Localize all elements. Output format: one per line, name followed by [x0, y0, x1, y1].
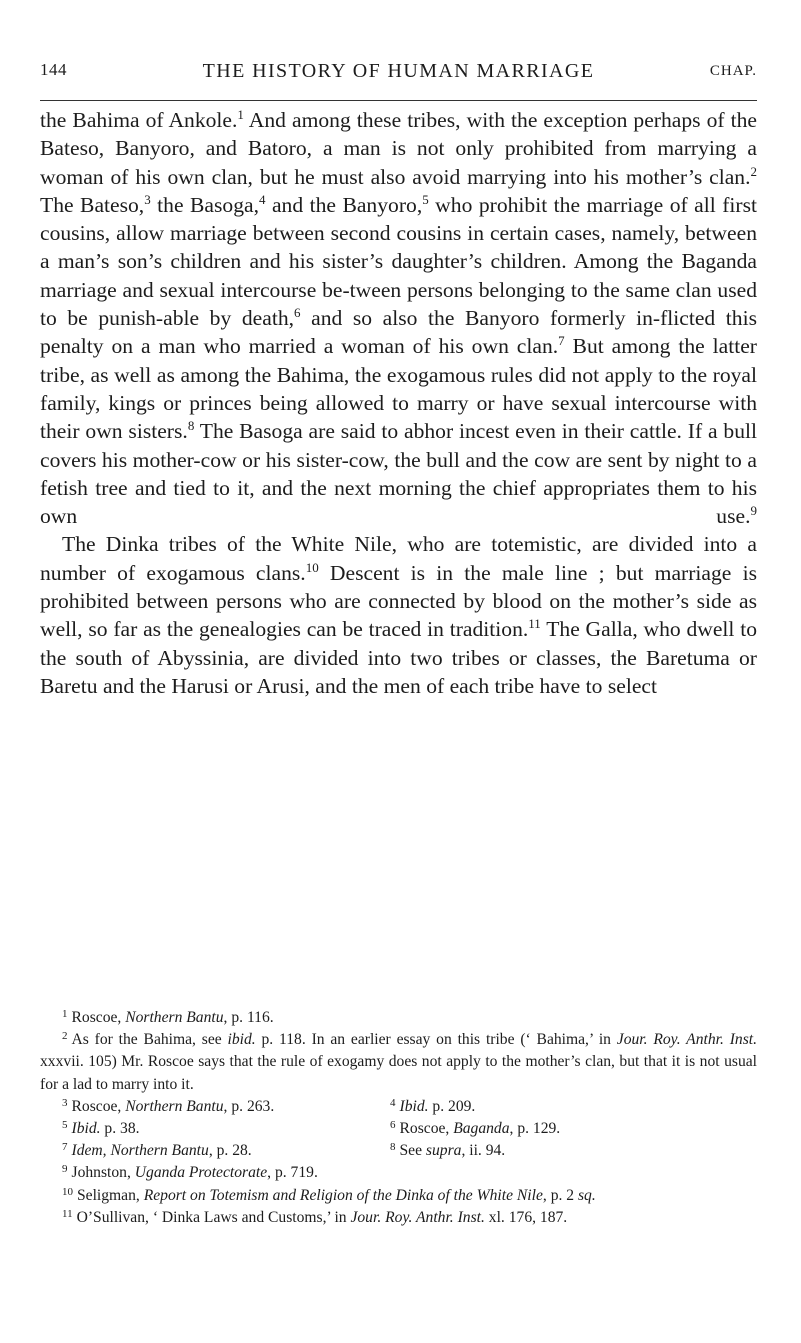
- footnote-number: 4: [390, 1096, 396, 1109]
- footnote-row: [40, 1140, 757, 1162]
- italic-text: supra: [425, 1142, 462, 1160]
- footnote-ref: 1: [237, 107, 244, 122]
- footnote-1: $^1$ Roscoe, Northern Bantu, p. 116.: [62, 1008, 274, 1026]
- italic-text: Jour. Roy. Anthr. Inst.: [350, 1208, 485, 1226]
- running-title: THE HISTORY OF HUMAN MARRIAGE: [202, 60, 595, 82]
- footnote-ref: 4: [259, 191, 266, 207]
- footnote-8: $^8$ See supra, ii. 94.: [390, 1141, 506, 1160]
- footnote-number: 9: [62, 1163, 68, 1176]
- header-rule: [40, 100, 757, 101]
- italic-text: Ibid.: [399, 1097, 429, 1115]
- main-text: [40, 106, 757, 700]
- italic-text: Report on Totemism and Religion of the Dinka of the White Nile: [143, 1186, 543, 1204]
- italic-text: Ibid.: [71, 1120, 101, 1138]
- footnote-number: 10: [62, 1185, 73, 1198]
- footnote-5: $^5$ Ibid. p. 38.: [62, 1119, 140, 1138]
- footnote-2: $^2$ As for the Bahima, see ibid. p. 118. In an earlier essay on this tribe (‘ Bahima,’ in Jour. Roy. Anthr. Inst. xxxvii. 105) Mr. Roscoe says that the rule of exogamy does not apply to the mother’s clan, but that it is not usual for a lad to marry into it.: [40, 1030, 757, 1093]
- footnote-9: $^9$ Johnston, Uganda Protectorate, p. 719.: [62, 1163, 318, 1182]
- italic-text: Northern Bantu: [125, 1009, 224, 1026]
- footnote-ref: 8: [187, 418, 195, 434]
- footnote-11: $^{11}$ O’Sullivan, ‘ Dinka Laws and Customs,’ in Jour. Roy. Anthr. Inst. xl. 176, 187.: [62, 1207, 568, 1226]
- footnote-6: $^6$ Roscoe, Baganda, p. 129.: [390, 1119, 561, 1138]
- italic-text: Northern Bantu: [125, 1097, 224, 1115]
- footnote-ref: 7: [558, 333, 565, 349]
- footnote-ref: 9: [750, 503, 757, 519]
- footnote-number: 5: [62, 1119, 68, 1132]
- italic-text: Idem, Northern Bantu: [71, 1142, 209, 1160]
- footnote-4: $^4$ Ibid. p. 209.: [390, 1096, 476, 1115]
- footnote-ref: 11: [528, 616, 541, 632]
- footnote-7: $^7$ Idem, Northern Bantu, p. 28.: [62, 1141, 252, 1160]
- footnote-3: $^3$ Roscoe, Northern Bantu, p. 263.: [62, 1096, 275, 1115]
- paragraph: The Dinka tribes of the White Nile, who are totemistic, are divided into a number of exogamous clans.$^{10}$ Descent is in the male line ; but marriage is prohibited between persons who are connected by blood on the mother’s side as well, so far as the genealogies can be traced in tradition.$^{11}$ The Galla, who dwell to the south of Abyssinia, are divided into two tribes or classes, the Baretuma or Baretu and the Harusi or Arusi, and the men of each tribe have to select: [40, 532, 758, 698]
- footnote-number: 7: [62, 1141, 68, 1154]
- page-number: 144: [40, 60, 67, 79]
- running-header: [40, 60, 757, 96]
- italic-text: sq.: [577, 1186, 596, 1204]
- italic-text: Baganda: [453, 1120, 510, 1138]
- footnote-ref: 2: [750, 163, 757, 179]
- italic-text: Jour. Roy. Anthr. Inst.: [616, 1031, 757, 1049]
- italic-text: ibid.: [227, 1031, 256, 1049]
- footnote-number: 6: [390, 1119, 396, 1132]
- chapter-label: CHAP.: [709, 63, 757, 79]
- footnote-ref: 6: [294, 305, 301, 321]
- footnote-number: 8: [390, 1141, 396, 1154]
- footnote-row: [40, 1118, 757, 1140]
- footnote-row: [40, 1096, 757, 1118]
- footnote-number: 3: [62, 1096, 68, 1109]
- footnotes: [40, 1007, 757, 1229]
- footnote-number: 1: [62, 1008, 68, 1020]
- italic-text: Uganda Protectorate: [134, 1164, 268, 1182]
- footnote-ref: 5: [422, 191, 429, 207]
- footnote-ref: 3: [144, 191, 151, 207]
- footnote-ref: 10: [305, 559, 319, 575]
- footnote-number: 2: [62, 1030, 68, 1043]
- footnote-number: 11: [62, 1207, 73, 1220]
- footnote-10: $^{10}$ Seligman, Report on Totemism and Religion of the Dinka of the White Nile, p. 2 sq.: [62, 1185, 596, 1204]
- paragraph: the Bahima of Ankole.$^1$ And among these tribes, with the exception perhaps of the Bateso, Banyoro, and Batoro, a man is not only prohibited from marrying a woman of his own clan, but he must also avoid marrying into his mother’s clan.$^2$ The Bateso,$^3$ the Basoga,$^4$ and the Banyoro,$^5$ who prohibit the marriage of all first cousins, allow marriage between second cousins in certain cases, namely, between a man’s son’s children and his sister’s daughter’s children. Among the Baganda marriage and sexual intercourse be-tween persons belonging to the same clan used to be punish-able by death,$^6$ and so also the Banyoro formerly in-flicted this penalty on a man who married a woman of his own clan.$^7$ But among the latter tribe, as well as among the Bahima, the exogamous rules did not apply to the royal family, kings or princes being allowed to marry or have sexual intercourse with their own sisters.$^8$ The Basoga are said to abhor incest even in their cattle. If a bull covers his mother-cow or his sister-cow, the bull and the cow are sent by night to a fetish tree and tied to it, and the next morning the chief appropriates them to his own use.$^9$: [40, 107, 758, 529]
